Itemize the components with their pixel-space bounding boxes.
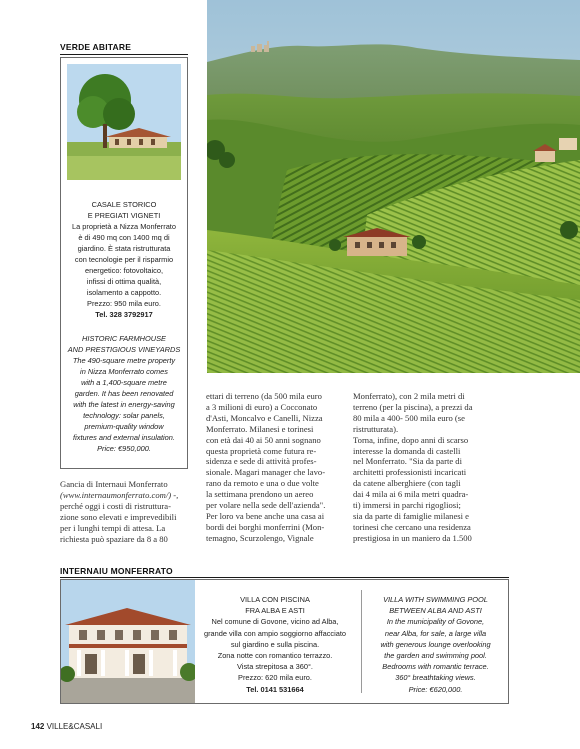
body-line: sionale. Magari manager che lavo- bbox=[206, 467, 326, 478]
listing1-en-line: garden. It has been renovated bbox=[74, 389, 174, 398]
body-line: da catene alberghiere (con tagli bbox=[353, 478, 461, 489]
section-rule bbox=[60, 54, 188, 55]
body-line: Gancia di Internaui Monferrato bbox=[60, 479, 168, 489]
villa-photo bbox=[61, 580, 195, 703]
listing2-it-line: Prezzo: 620 mila euro. bbox=[238, 673, 312, 683]
listing1-it-line: isolamento a cappotto. bbox=[86, 288, 162, 297]
listing1-it-line: Prezzo: 950 mila euro. bbox=[87, 299, 161, 308]
body-line: per i lunghi tempi di attesa. La bbox=[60, 522, 166, 533]
listing1-it-title-1: CASALE STORICO bbox=[91, 200, 157, 209]
body-line: con età dai 40 ai 50 anni sognano bbox=[206, 434, 321, 445]
page-number: 142 bbox=[31, 722, 45, 731]
listing2-english-text bbox=[363, 594, 508, 695]
body-column-2 bbox=[206, 391, 346, 544]
body-line: 80 mila a 400- 500 mila euro (se bbox=[353, 412, 465, 423]
vineyard-landscape-photo bbox=[207, 0, 580, 373]
listing2-en-line: 360° breathtaking views. bbox=[395, 673, 476, 683]
listing2-it-line: Zona notte con romantico terrazzo. bbox=[217, 651, 333, 661]
listing2-it-line: grande villa con ampio soggiorno affacciato bbox=[203, 628, 347, 638]
farmhouse-illustration bbox=[67, 64, 181, 180]
body-line: a 3 milioni di euro) a Cocconato bbox=[206, 401, 318, 412]
listing2-italian-text bbox=[195, 594, 355, 695]
body-line: la settimana prendono un aereo bbox=[206, 489, 314, 500]
body-line: interesse la domanda di castelli bbox=[353, 445, 461, 456]
body-line: richiesta può spaziare da 8 a 80 bbox=[60, 533, 168, 544]
listing1-en-line: The 490-square metre property bbox=[72, 356, 176, 365]
listing1-en-line: technology: solar panels, bbox=[83, 411, 165, 420]
body-line: architetti professionisti incaricati bbox=[353, 467, 467, 478]
body-line: Per loro va bene anche una casa ai bbox=[206, 510, 325, 521]
body-line: perché oggi i costi di ristruttura- bbox=[60, 500, 171, 511]
body-line: questa proprietà come futura re- bbox=[206, 445, 317, 456]
listing1-en-line: premium-quality window bbox=[84, 422, 164, 431]
listing1-phone: Tel. 328 3792917 bbox=[95, 310, 153, 319]
body-line: d'Asti, Moncalvo e Canelli, Nizza bbox=[206, 412, 323, 423]
section-heading-verde-abitare: VERDE ABITARE bbox=[60, 42, 132, 52]
listing1-en-line: with the latest in energy-saving bbox=[73, 400, 175, 409]
listing-box-farmhouse bbox=[60, 57, 188, 469]
listing2-it-line: Nel comune di Govone, vicino ad Alba, bbox=[211, 617, 339, 627]
body-line: Torna, infine, dopo anni di scarso bbox=[353, 434, 469, 445]
body-line: torinesi che cercano una residenza bbox=[353, 521, 471, 532]
body-line: temagno, Scurzolengo, Vignale bbox=[206, 532, 314, 543]
page-footer bbox=[31, 722, 102, 731]
body-line: sia da parte di famiglie milanesi e bbox=[353, 510, 469, 521]
listing1-en-line: with a 1,400-square metre bbox=[81, 378, 167, 387]
farmhouse-photo bbox=[67, 64, 181, 180]
listing2-en-line: with generous lounge overlooking bbox=[380, 639, 491, 649]
body-line: Monferrato. Milanesi e torinesi bbox=[206, 423, 314, 434]
listing2-en-title-2: BETWEEN ALBA AND ASTI bbox=[389, 606, 482, 616]
listing1-it-line: infissi di ottima qualità, bbox=[86, 277, 162, 286]
listing2-it-title-2: FRA ALBA E ASTI bbox=[245, 606, 305, 616]
listing2-en-line: near Alba, for sale, a large villa bbox=[384, 628, 487, 638]
listing1-en-title-1: HISTORIC FARMHOUSE bbox=[82, 334, 166, 343]
listing2-it-title-1: VILLA CON PISCINA bbox=[240, 595, 310, 604]
body-line: sidenza e sede di attività profes- bbox=[206, 456, 317, 467]
listing2-it-line: Vista strepitosa a 360°. bbox=[237, 662, 313, 672]
magazine-name: VILLE&CASALI bbox=[46, 722, 103, 731]
listing1-italian-text bbox=[61, 199, 187, 320]
listing1-en-title-2: AND PRESTIGIOUS VINEYARDS bbox=[67, 345, 181, 354]
listing1-en-line: Price: €950,000. bbox=[97, 444, 151, 453]
section-rule bbox=[60, 577, 509, 578]
listing1-en-line: fixtures and external insulation. bbox=[73, 433, 175, 442]
body-line: rano da remoto e una o due volte bbox=[206, 478, 319, 489]
vineyard-illustration bbox=[207, 0, 580, 373]
listing2-en-line: Bedrooms with romantic terrace. bbox=[382, 662, 489, 672]
listing-box-villa bbox=[60, 579, 509, 704]
body-line: ti) immersi in parchi rigogliosi; bbox=[353, 500, 461, 511]
listing2-en-line: Price: €620,000. bbox=[408, 684, 463, 694]
listing1-en-line: in Nizza Monferrato comes bbox=[80, 367, 168, 376]
section-heading-internaui: INTERNAIU MONFERRATO bbox=[60, 566, 173, 576]
listing1-english-text bbox=[61, 333, 187, 454]
body-line: Monferrato), con 2 mila metri di bbox=[353, 391, 465, 401]
listing2-phone: Tel. 0141 531664 bbox=[246, 684, 304, 694]
listing2-it-line: sul giardino e sulla piscina. bbox=[230, 639, 320, 649]
listing1-it-line: energetico: fotovoltaico, bbox=[84, 266, 164, 275]
body-line: ristrutturata). bbox=[353, 423, 399, 434]
listing2-en-title-1: VILLA WITH SWIMMING POOL bbox=[383, 595, 488, 604]
listing1-it-title-2: E PREGIATI VIGNETI bbox=[87, 211, 161, 220]
body-line: ettari di terreno (da 500 mila euro bbox=[206, 391, 322, 401]
listing1-it-line: è di 490 mq con 1400 mq di bbox=[78, 233, 170, 242]
listing1-it-line: con tecnologie per il risparmio bbox=[74, 255, 174, 264]
column-divider bbox=[361, 590, 362, 693]
body-line: zione sono elevati e imprevedibili bbox=[60, 511, 177, 522]
body-line: bordi dei borghi monferrini (Mon- bbox=[206, 521, 325, 532]
listing1-it-line: giardino. È stata ristrutturata bbox=[77, 244, 171, 253]
body-line: per volare nella sede dell'azienda". bbox=[206, 500, 326, 511]
listing2-en-line: the garden and swimming pool. bbox=[384, 651, 487, 661]
listing1-it-line: La proprietà a Nizza Monferrato bbox=[72, 222, 176, 231]
listing2-en-line: In the municipality of Govone, bbox=[386, 617, 485, 627]
body-line: prestigiosa in un maniero da 1.500 bbox=[353, 532, 472, 543]
body-line-link[interactable]: (www.internaumonferrato.com/) -, bbox=[60, 489, 179, 500]
body-column-1 bbox=[60, 479, 198, 544]
body-line: dai 4 mila ai 6 mila metri quadra- bbox=[353, 489, 469, 500]
body-column-3 bbox=[353, 391, 503, 544]
body-line: terreno (per la piscina), a prezzi da bbox=[353, 401, 473, 412]
villa-illustration bbox=[61, 580, 195, 703]
body-line: nel Monferrato. "Sia da parte di bbox=[353, 456, 462, 467]
